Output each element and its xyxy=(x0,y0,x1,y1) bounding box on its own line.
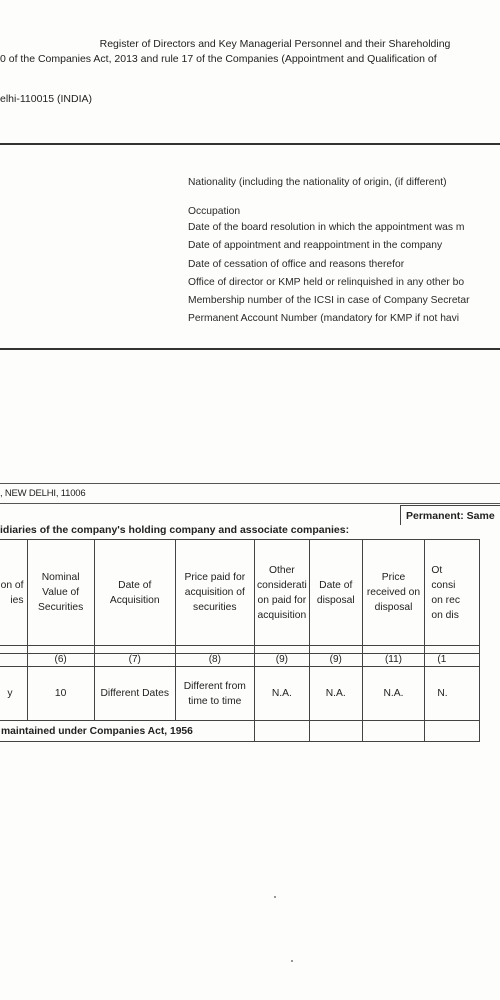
data-cell: Different Dates xyxy=(94,667,175,721)
data-cell: N.A. xyxy=(254,667,309,721)
section-heading: idiaries of the company's holding company and associate companies: xyxy=(0,524,350,536)
field-icsi-membership: Membership number of the ICSI in case of Company Secretar xyxy=(188,295,470,306)
number-cell: (1 xyxy=(425,654,480,667)
number-cell: (8) xyxy=(175,654,254,667)
header-cell: Price paid for acquisition of securities xyxy=(175,540,254,646)
data-cell: Different from time to time xyxy=(175,667,254,721)
header-cell: Other considerati on paid for acquisition xyxy=(254,540,309,646)
shareholding-table xyxy=(0,539,480,742)
header-cell: Ot consi on rec on dis xyxy=(425,540,480,646)
number-cell: (7) xyxy=(94,654,175,667)
data-cell: y xyxy=(0,667,27,721)
header-cell: Price received on disposal xyxy=(362,540,425,646)
row-address-line xyxy=(0,503,500,504)
speck xyxy=(274,896,276,898)
number-cell: (9) xyxy=(254,654,309,667)
data-cell: N.A. xyxy=(362,667,425,721)
table-footer-row xyxy=(0,721,480,742)
table-header-row xyxy=(0,540,480,646)
header-cell: on of ies xyxy=(0,540,27,646)
number-cell: (11) xyxy=(362,654,425,667)
row-top-line xyxy=(0,483,500,484)
field-pan: Permanent Account Number (mandatory for KMP if not havi xyxy=(188,313,460,324)
field-other-office: Office of director or KMP held or relinquished in any other bo xyxy=(188,277,465,288)
number-cell: (9) xyxy=(309,654,362,667)
header-cell: Date of Acquisition xyxy=(94,540,175,646)
speck xyxy=(291,960,293,962)
field-nationality: Nationality (including the nationality of origin, (if different) xyxy=(188,177,447,188)
field-board-resolution: Date of the board resolution in which the appointment was m xyxy=(188,222,465,233)
data-cell: 10 xyxy=(27,667,94,721)
field-occupation: Occupation xyxy=(188,206,241,217)
table-number-row xyxy=(0,654,480,667)
footer-note: maintained under Companies Act, 1956 xyxy=(0,721,254,742)
director-address: , NEW DELHI, 11006 xyxy=(0,488,86,499)
number-cell: (6) xyxy=(27,654,94,667)
register-title: Register of Directors and Key Managerial Personnel and their Shareholding xyxy=(99,38,451,50)
header-cell: Date of disposal xyxy=(309,540,362,646)
header-cell: Nominal Value of Securities xyxy=(27,540,94,646)
table-spacer-row xyxy=(0,646,480,654)
field-appointment-date: Date of appointment and reappointment in the company xyxy=(188,240,443,251)
table-row xyxy=(0,667,480,721)
permanent-address-label: Permanent: Same xyxy=(400,505,500,525)
field-cessation-date: Date of cessation of office and reasons therefor xyxy=(188,259,405,270)
register-subtitle: 0 of the Companies Act, 2013 and rule 17 of the Companies (Appointment and Qualification of xyxy=(0,53,437,65)
number-cell xyxy=(0,654,27,667)
divider-top xyxy=(0,143,500,145)
divider-middle xyxy=(0,348,500,350)
data-cell: N.A. xyxy=(309,667,362,721)
company-address: elhi-110015 (INDIA) xyxy=(0,93,93,105)
data-cell: N. xyxy=(425,667,480,721)
